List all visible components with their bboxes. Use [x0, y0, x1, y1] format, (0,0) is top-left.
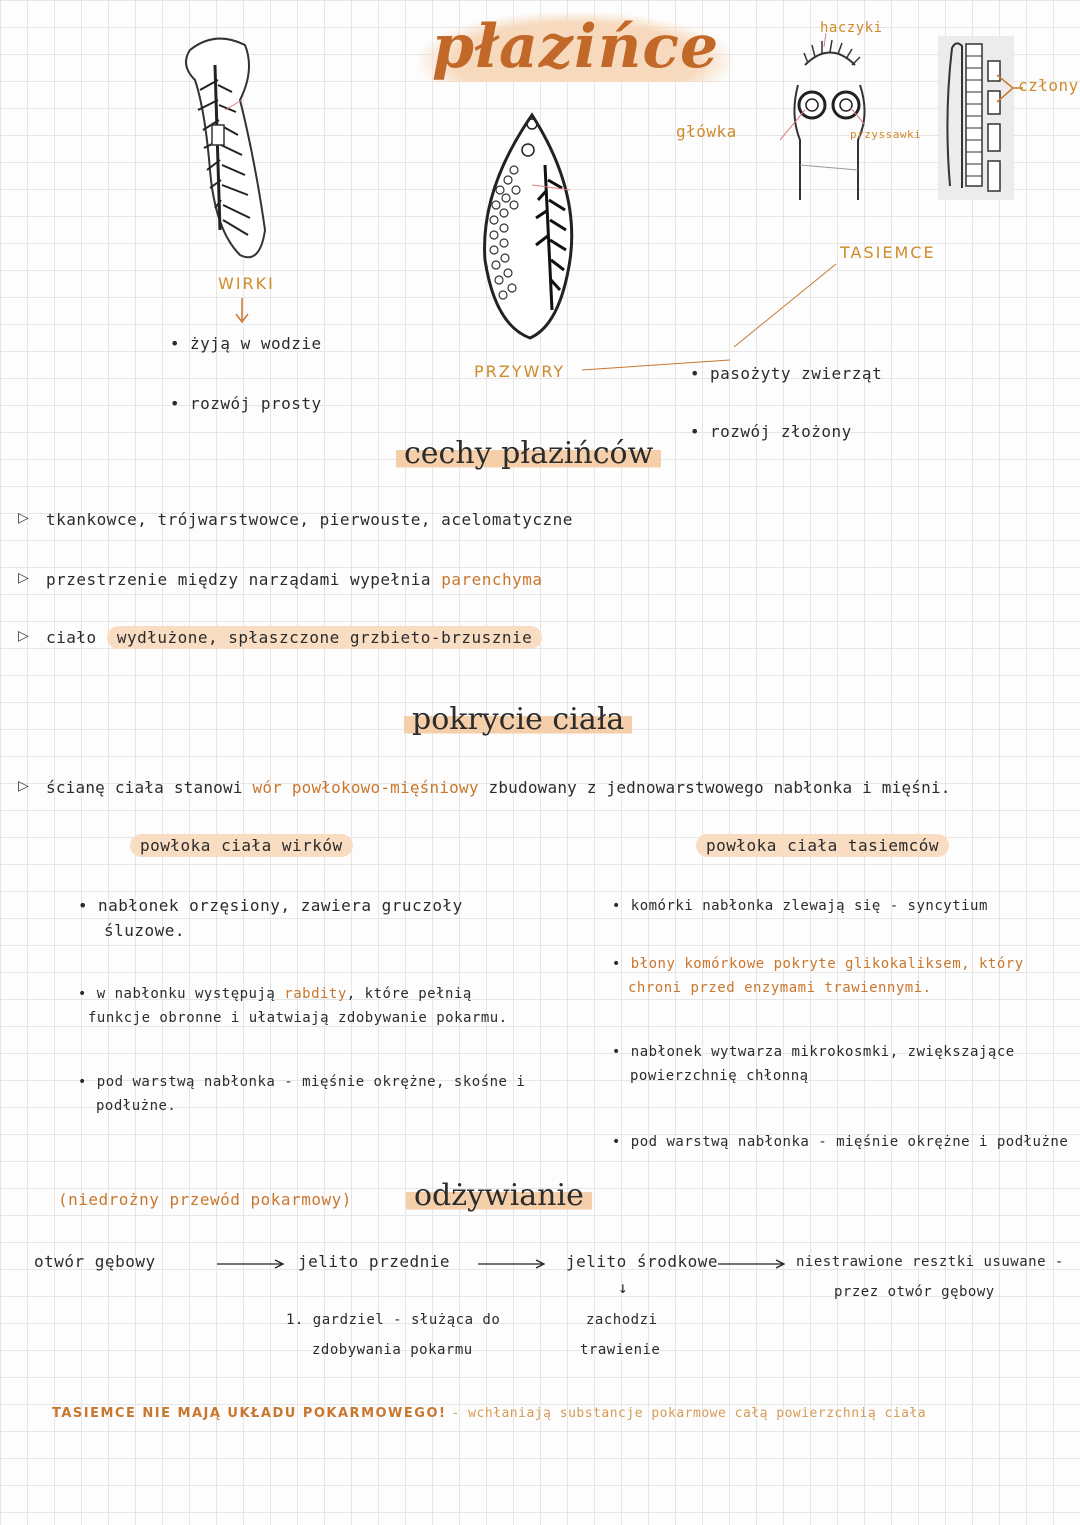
tasiemce-powloka-item-2: • błony komórkowe pokryte glikokaliksem, który chroni przed enzymami trawiennymi. — [612, 956, 1024, 996]
wirki-bullet-2: • rozwój prosty — [170, 394, 322, 413]
tasiemce-powloka-title: powłoka ciała tasiemców — [696, 834, 949, 857]
cechy-heading: cechy płazińców — [396, 436, 661, 471]
przywry-label: PRZYWRY — [474, 362, 566, 381]
przyssawki-annotation: przyssawki — [850, 128, 922, 141]
niedrozny-note: (niedrożny przewód pokarmowy) — [58, 1190, 352, 1209]
parenchyma-highlight: parenchyma — [441, 570, 543, 589]
flow-jelito-srodkowe: jelito środkowe — [566, 1252, 718, 1271]
wirki-powloka-item-2: • w nabłonku występują rabdity, które pełnią funkcje obronne i ułatwiają zdobywanie pokarmu. — [78, 986, 508, 1026]
flow-arrow-right-icon — [716, 1258, 788, 1270]
flow-trawienie-1: zachodzi — [586, 1312, 658, 1328]
pokrycie-heading: pokrycie ciała — [404, 702, 632, 737]
flow-resztki-1: niestrawione resztki usuwane - — [796, 1254, 1064, 1270]
przywry-illustration — [470, 110, 590, 345]
flow-gardziel-1: 1. gardziel - służąca do — [286, 1312, 501, 1328]
flow-arrow-down-icon: ↓ — [618, 1278, 629, 1297]
cechy-item-2: przestrzenie między narządami wypełnia parenchyma — [46, 570, 543, 589]
flow-gardziel-2: zdobywania pokarmu — [312, 1342, 473, 1358]
flow-resztki-2: przez otwór gębowy — [834, 1284, 995, 1300]
tasiemce-powloka-item-1: • komórki nabłonka zlewają się - syncytium — [612, 898, 988, 914]
tasiemce-connector — [730, 262, 840, 352]
tasiemce-scolex-illustration — [760, 25, 900, 220]
haczyki-annotation: haczyki — [820, 20, 883, 36]
tasiemce-footer-note: TASIEMCE NIE MAJĄ UKŁADU POKARMOWEGO! - wchłaniają substancje pokarmowe całą powierzchnią ciała — [52, 1406, 927, 1421]
flow-jelito-przednie: jelito przednie — [298, 1252, 450, 1271]
triangle-bullet-icon: ▷ — [18, 510, 29, 526]
wirki-powloka-item-1: • nabłonek orzęsiony, zawiera gruczoły śluzowe. — [78, 896, 463, 940]
flow-otwor-gebowy: otwór gębowy — [34, 1252, 156, 1271]
wirki-powloka-title: powłoka ciała wirków — [130, 834, 353, 857]
flow-arrow-right-icon — [476, 1258, 548, 1270]
flow-trawienie-2: trawienie — [580, 1342, 661, 1358]
triangle-bullet-icon: ▷ — [18, 628, 29, 644]
tasiemce-bullet-2: • rozwój złożony — [690, 422, 852, 441]
flow-arrow-right-icon — [215, 1258, 287, 1270]
wirki-powloka-item-3: • pod warstwą nabłonka - mięśnie okrężne, skośne i podłużne. — [78, 1074, 525, 1114]
page-title: płazińce — [418, 12, 733, 82]
cechy-item-1: tkankowce, trójwarstwowce, pierwouste, acelomatyczne — [46, 510, 573, 529]
tasiemce-strobila-illustration — [938, 36, 1014, 200]
triangle-bullet-icon: ▷ — [18, 570, 29, 586]
cialo-shape-highlight: wydłużone, spłaszczone grzbieto-brzusznie — [107, 626, 542, 649]
cechy-item-3: ciało wydłużone, spłaszczone grzbieto-brzusznie — [46, 628, 542, 647]
czlony-annotation: człony — [1018, 76, 1079, 95]
wirki-bullet-1: • żyją w wodzie — [170, 334, 322, 353]
wirki-arrow — [232, 296, 252, 326]
pokrycie-intro: ścianę ciała stanowi wór powłokowo-mięśniowy zbudowany z jednowarstwowego nabłonka i mięśni. — [46, 778, 951, 797]
tasiemce-label: TASIEMCE — [840, 243, 936, 262]
wirki-label: WIRKI — [218, 274, 275, 293]
tasiemce-powloka-item-3: • nabłonek wytwarza mikrokosmki, zwiększające powierzchnię chłonną — [612, 1044, 1015, 1084]
odzywianie-heading: odżywianie — [406, 1178, 592, 1213]
tasiemce-bullet-1: • pasożyty zwierząt — [690, 364, 882, 383]
triangle-bullet-icon: ▷ — [18, 778, 29, 794]
tasiemce-powloka-item-4: • pod warstwą nabłonka - mięśnie okrężne i podłużne — [612, 1134, 1068, 1150]
wirki-illustration — [170, 30, 280, 270]
glowka-annotation: główka — [676, 122, 737, 141]
